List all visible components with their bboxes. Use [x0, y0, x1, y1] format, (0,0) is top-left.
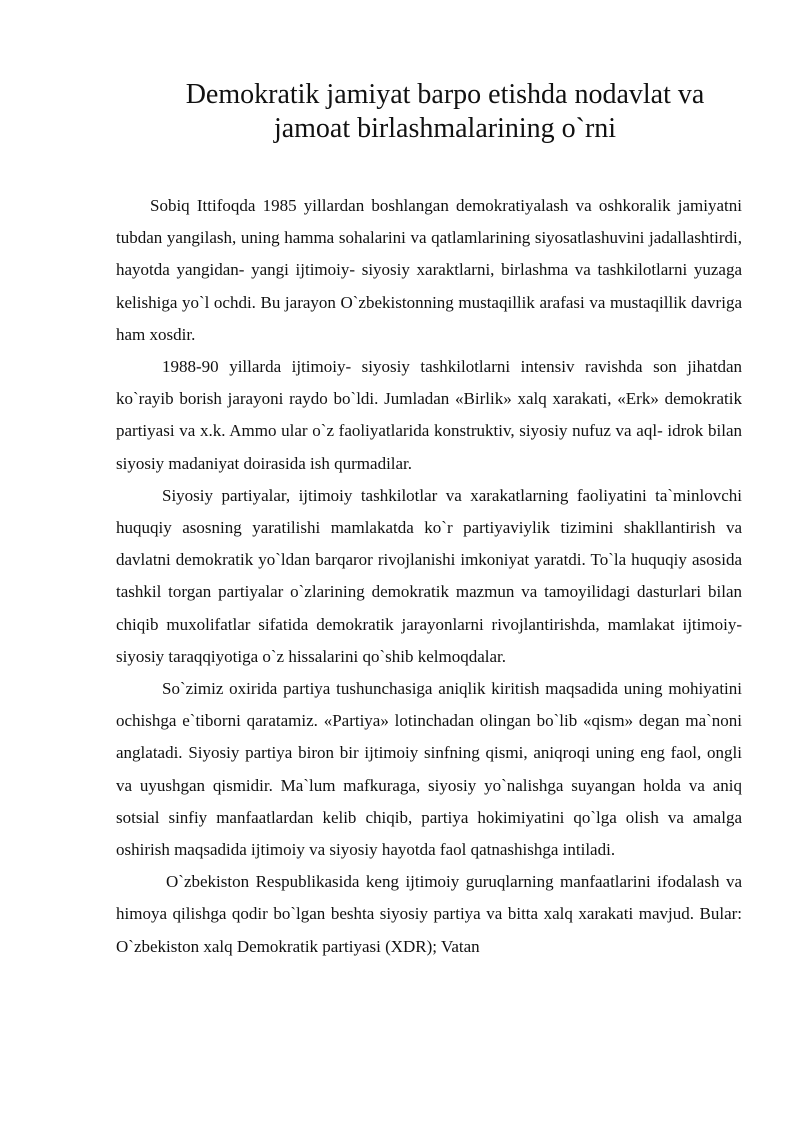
paragraph-3: Siyosiy partiyalar, ijtimoiy tashkilotlar va xarakatlarning faoliyatini ta`minlovchi huquqiy asosning yaratilishi mamlakatda ko`r partiyaviylik tizimini shakllantirish va davlatni demokratik yo`ldan barqaror rivojlanishi imkoniyat yaratdi. To`la huquqiy asosida tashkil torgan partiyalar o`zlarining demokratik mazmun va tamoyilidagi dasturlari bilan chiqib muxolifatlar sifatida demokratik jarayonlarni rivojlantirishda, mamlakat ijtimoiy- siyosiy taraqqiyotiga o`z hissalarini qo`shib kelmoqdalar. — [116, 485, 742, 666]
paragraph-5: O`zbekiston Respublikasida keng ijtimoiy guruqlarning manfaatlarini ifodalash va himoya qilishga qodir bo`lgan beshta siyosiy partiya va bitta xalq xarakati mavjud. Bular: O`zbekiston xalq Demokratik partiyasi (XDR); Vatan — [116, 872, 742, 956]
title-line-1: Demokratik jamiyat barpo etishda nodavlat va — [185, 79, 705, 110]
document-body — [116, 190, 742, 963]
document-title — [100, 78, 790, 146]
paragraph-2: 1988-90 yillarda ijtimoiy- siyosiy tashkilotlarni intensiv ravishda son jihatdan ko`rayib borish jarayoni raydo bo`ldi. Jumladan «Birlik» xalq xarakati, «Erk» demokratik partiyasi va x.k. Ammo ular o`z faoliyatlarida konstruktiv, siyosiy nufuz va aql- idrok bilan siyosiy madaniyat doirasida ish qurmadilar. — [116, 357, 742, 473]
title-line-2: jamoat birlashmalarining o`rni — [273, 113, 617, 144]
paragraph-1: Sobiq Ittifoqda 1985 yillardan boshlangan demokratiyalash va oshkoralik jamiyatni tubdan yangilash, uning hamma sohalarini va qatlamlarining siyosatlashuvini jadallashtirdi, hayotda yangidan- yangi ijtimoiy- siyosiy xaraktlarni, birlashma va tashkilotlarni yuzaga kelishiga yo`l ochdi. Bu jarayon O`zbekistonning mustaqillik arafasi va mustaqillik davriga ham xosdir. — [116, 196, 742, 344]
paragraph-4: So`zimiz oxirida partiya tushunchasiga aniqlik kiritish maqsadida uning mohiyatini ochishga e`tiborni qaratamiz. «Partiya» lotinchadan olingan bo`lib «qism» degan ma`noni anglatadi. Siyosiy partiya biron bir ijtimoiy sinfning qismi, aniqroqi uning eng faol, ongli va uyushgan qismidir. Ma`lum mafkuraga, siyosiy yo`nalishga suyangan holda va aniq sotsial sinfiy manfaatlardan kelib chiqib, partiya hokimiyatini qo`lga olish va amalga oshirish maqsadida ijtimoiy va siyosiy hayotda faol qatnashishga intiladi. — [116, 679, 742, 860]
